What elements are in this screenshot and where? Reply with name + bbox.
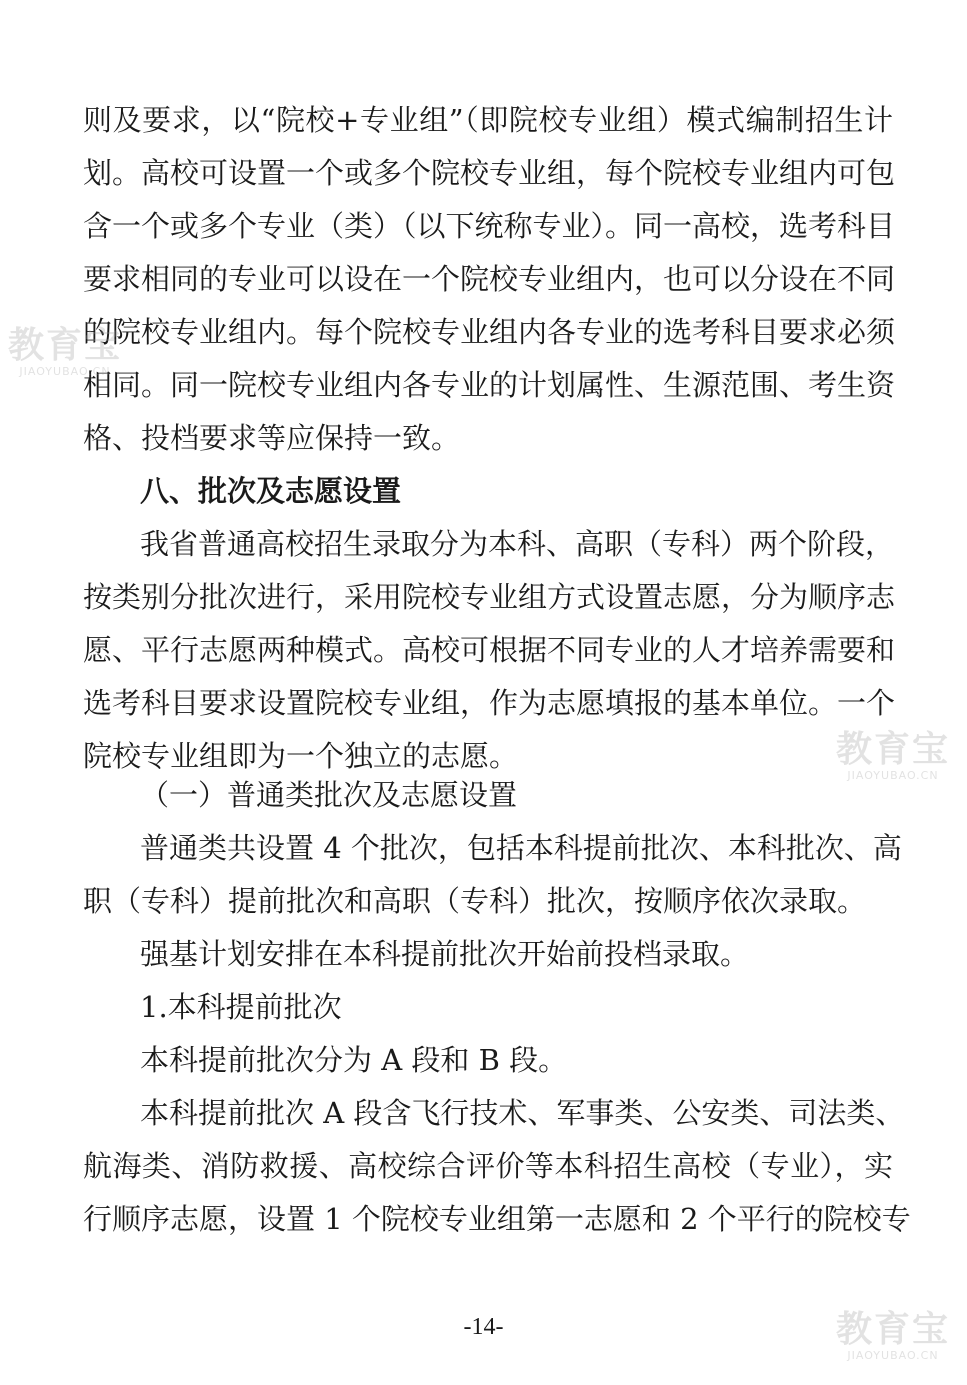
- watermark-logo: [828, 730, 958, 782]
- body-line: 本科提前批次分为 A 段和 B 段。: [140, 1043, 568, 1077]
- body-line: 愿、平行志愿两种模式。高校可根据不同专业的人才培养需要和: [83, 633, 896, 667]
- body-line: 按类别分批次进行，采用院校专业组方式设置志愿，分为顺序志: [83, 580, 896, 614]
- section-heading: 八、批次及志愿设置: [140, 474, 402, 508]
- body-line: 相同。同一院校专业组内各专业的计划属性、生源范围、考生资: [83, 368, 896, 402]
- body-line: 本科提前批次 A 段含飞行技术、军事类、公安类、司法类、: [140, 1096, 905, 1130]
- subsection-heading: （一）普通类批次及志愿设置: [140, 778, 518, 812]
- body-line: 强基计划安排在本科提前批次开始前投档录取。: [140, 937, 750, 971]
- numbered-heading: 1.本科提前批次: [140, 990, 342, 1024]
- body-line: 的院校专业组内。每个院校专业组内各专业的选考科目要求必须: [83, 315, 896, 349]
- body-line: 要求相同的专业可以设在一个院校专业组内，也可以分设在不同: [83, 262, 896, 296]
- body-line: 行顺序志愿，设置 1 个院校专业组第一志愿和 2 个平行的院校专: [83, 1202, 911, 1236]
- body-line: 则及要求，以“院校+专业组”（即院校专业组）模式编制招生计: [83, 103, 893, 137]
- body-line: 航海类、消防救援、高校综合评价等本科招生高校（专业），实: [83, 1149, 893, 1183]
- body-line: 含一个或多个专业（类）（以下统称专业）。同一高校，选考科目: [83, 209, 896, 243]
- watermark-logo-text: 教育宝: [7, 325, 122, 366]
- body-line: 格、投档要求等应保持一致。: [83, 421, 461, 455]
- watermark-site-text: JIAOYUBAO.CN: [847, 769, 939, 782]
- watermark-site-text: JIAOYUBAO.CN: [19, 365, 111, 378]
- body-line: 普通类共设置 4 个批次，包括本科提前批次、本科批次、高: [140, 831, 902, 865]
- body-line: 职（专科）提前批次和高职（专科）批次，按顺序依次录取。: [83, 884, 867, 918]
- body-line: 选考科目要求设置院校专业组，作为志愿填报的基本单位。一个: [83, 686, 896, 720]
- body-line: 我省普通高校招生录取分为本科、高职（专科）两个阶段，: [140, 527, 895, 561]
- body-line: 划。高校可设置一个或多个院校专业组，每个院校专业组内可包: [83, 156, 896, 190]
- page-number: -14-: [463, 1314, 504, 1340]
- watermark-logo-text: 教育宝: [835, 729, 950, 770]
- watermark-site-text: JIAOYUBAO.CN: [847, 1349, 939, 1362]
- body-line: 院校专业组即为一个独立的志愿。: [83, 739, 519, 773]
- watermark-logo-text: 教育宝: [835, 1309, 950, 1350]
